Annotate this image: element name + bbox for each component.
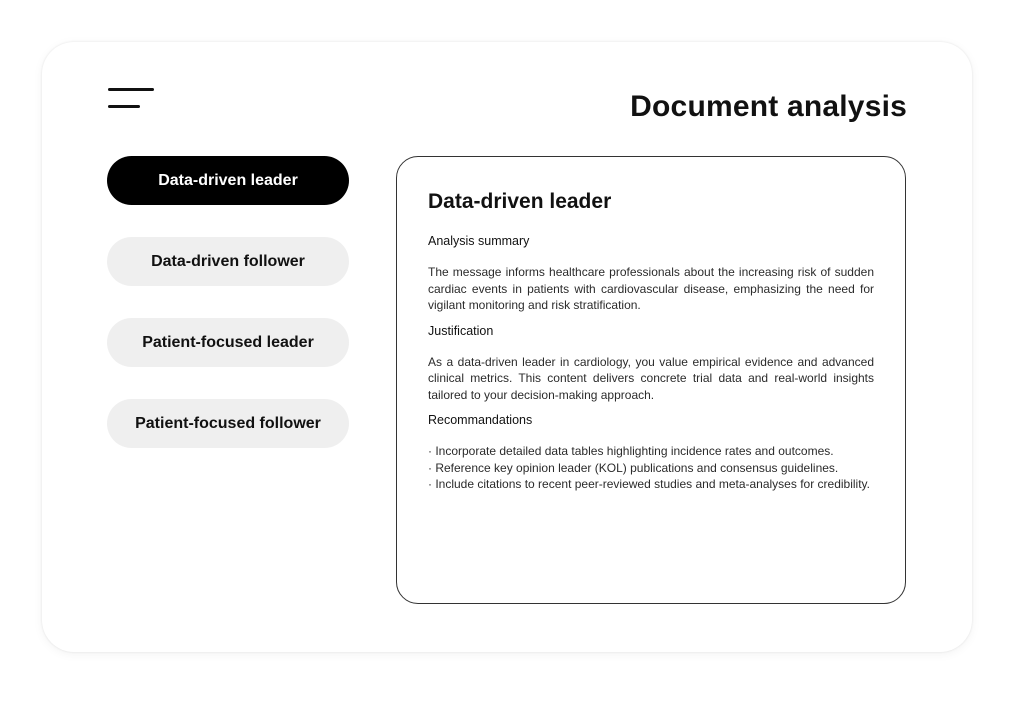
justification-heading: Justification	[428, 323, 494, 338]
profile-button-data-driven-leader[interactable]: Data-driven leader	[107, 156, 349, 205]
profile-list	[107, 156, 349, 480]
panel-title: Data-driven leader	[428, 190, 612, 213]
justification-text: As a data-driven leader in cardiology, you value empirical evidence and advanced clinical metrics. This content delivers concrete trial data and real-world insights tailored to your decision-making approach.	[428, 354, 874, 402]
menu-bar-top	[108, 88, 154, 91]
recommendation-item: · Reference key opinion leader (KOL) publications and consensus guidelines.	[428, 460, 839, 475]
recommendation-item: · Include citations to recent peer-reviewed studies and meta-analyses for credibility.	[428, 477, 870, 491]
recommendations-heading: Recommandations	[428, 413, 533, 427]
page-title: Document analysis	[630, 90, 907, 123]
recommendations-list	[428, 443, 874, 493]
recommendation-item: · Incorporate detailed data tables highlighting incidence rates and outcomes.	[428, 444, 834, 458]
analysis-summary-text: The message informs healthcare professionals about the increasing risk of sudden cardiac events in patients with cardiovascular disease, emphasizing the need for vigilant monitoring and risk stratification.	[428, 265, 874, 312]
profile-button-data-driven-follower[interactable]: Data-driven follower	[107, 237, 349, 286]
menu-bar-bottom	[108, 105, 140, 108]
analysis-panel	[396, 156, 906, 604]
hamburger-menu-icon[interactable]	[108, 88, 156, 110]
analysis-summary-heading: Analysis summary	[428, 234, 530, 248]
profile-button-patient-focused-follower[interactable]: Patient-focused follower	[107, 399, 349, 448]
profile-button-patient-focused-leader[interactable]: Patient-focused leader	[107, 318, 349, 367]
